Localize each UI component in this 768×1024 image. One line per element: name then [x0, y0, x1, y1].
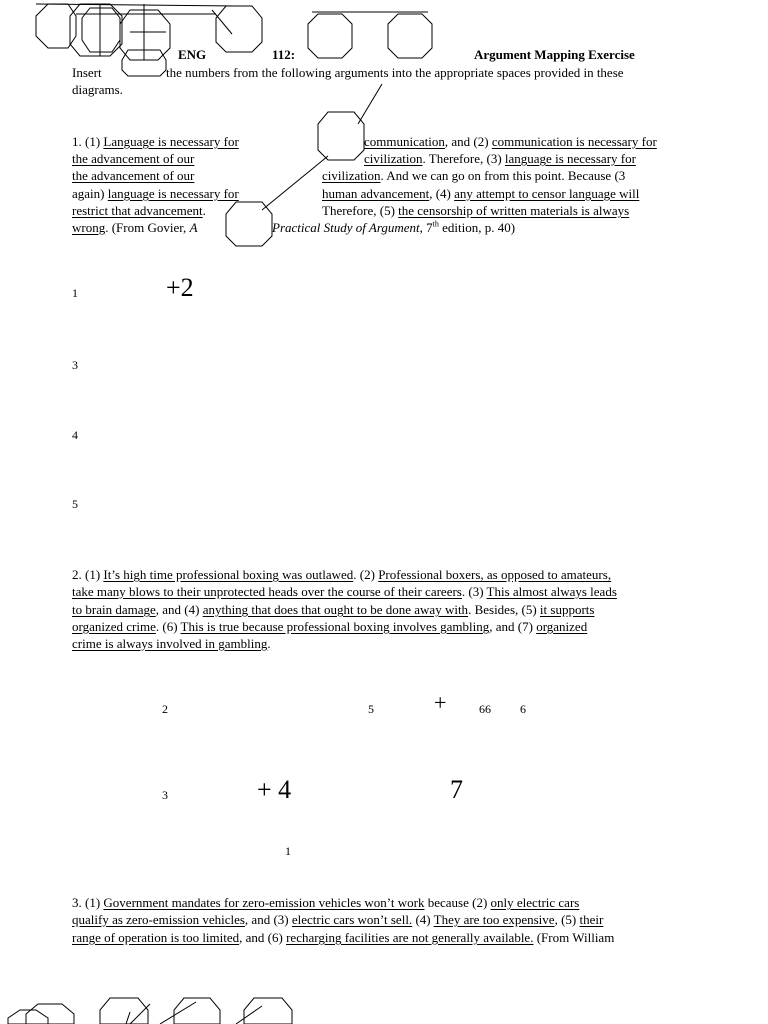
text: . (From Govier, [105, 220, 190, 235]
premise-text: communication is necessary for [491, 134, 657, 149]
text: , 7 [419, 220, 433, 235]
diagram-node: 1 [285, 844, 291, 858]
ex2-line [72, 635, 271, 652]
premise-text: range of operation is too limited [72, 930, 240, 945]
ex1-line [364, 150, 636, 167]
text: , (4) [429, 186, 455, 201]
diagram-node: 4 [72, 428, 78, 442]
text: , and (7) [489, 619, 537, 634]
ex1-line [72, 185, 239, 202]
diagram-node: 7 [450, 775, 463, 804]
premise-text: organized crime [72, 619, 156, 634]
ex1-line [72, 202, 206, 219]
ex2-line [72, 583, 617, 600]
octagon-mark [120, 10, 170, 60]
premise-text: This is true because professional boxing involves gambling [180, 619, 490, 634]
conclusion-text: the censorship of written materials is always [398, 203, 630, 218]
text: . (3) [461, 584, 487, 599]
premise-text: crime is always involved in gambling [72, 636, 268, 651]
text: . Besides, (5) [468, 602, 540, 617]
ex2-line [72, 618, 587, 635]
premise-text: human advancement [322, 186, 430, 201]
text: . (6) [155, 619, 181, 634]
ex2-line [72, 566, 611, 583]
ex3-line [72, 894, 579, 911]
premise-text: any attempt to censor language will [454, 186, 640, 201]
conclusion-text: wrong [72, 220, 106, 235]
text: . And we can go on from this point. Because (3 [380, 168, 626, 183]
diagram-node: +2 [166, 273, 194, 302]
conclusion-text: Government mandates for zero-emission vehicles won’t work [103, 895, 425, 910]
header-course: ENG [178, 47, 207, 62]
premise-text: civilization [364, 151, 423, 166]
citation-title: A [189, 220, 198, 235]
octagon-mark [226, 202, 272, 246]
text: 2. (1) [72, 567, 104, 582]
premise-text: civilization [322, 168, 381, 183]
ex1-line [322, 202, 629, 219]
ex1-line [322, 167, 625, 184]
text: 3. (1) [72, 895, 104, 910]
premise-text: recharging facilities are not generally available. [286, 930, 534, 945]
premise-text: it supports [539, 602, 595, 617]
conclusion-text: It’s high time professional boxing was outlawed [103, 567, 354, 582]
ex1-line: the advancement of our [72, 151, 195, 166]
premise-text: electric cars won’t sell. [291, 912, 413, 927]
text: again) [72, 186, 108, 201]
ex1-line [272, 219, 515, 236]
octagon-mark [318, 112, 364, 160]
ex1-line [364, 133, 657, 150]
premise-text: Language is necessary for [103, 134, 239, 149]
diagram-node: 6 [520, 702, 526, 716]
premise-text: anything that does that ought to be done away with [202, 602, 469, 617]
text: 1. (1) [72, 134, 104, 149]
octagon-mark [100, 998, 148, 1024]
diagram-node: 1 [72, 286, 78, 300]
premise-text: only electric cars [490, 895, 580, 910]
instructions-text-2: diagrams. [72, 82, 123, 97]
text: , (5) [554, 912, 580, 927]
octagon-mark [216, 6, 262, 52]
text: because (2) [424, 895, 491, 910]
instructions-text: the numbers from the following arguments into the appropriate spaces provided in these [166, 65, 624, 80]
ex2-line [72, 601, 594, 618]
instructions-word: Insert [72, 65, 102, 80]
premise-text: Professional boxers, as opposed to amateurs, [378, 567, 612, 582]
premise-text: to brain damage [72, 602, 156, 617]
text: , and (3) [244, 912, 292, 927]
diagram-node: 66 [479, 702, 491, 716]
premise-text: They are too expensive [433, 912, 555, 927]
diagram-node: 5 [72, 497, 78, 511]
text: (4) [412, 912, 434, 927]
diagram-node: 2 [162, 702, 168, 716]
ex1-line: the advancement of our [72, 168, 195, 183]
superscript: th [432, 219, 439, 229]
diagram-node: 5 [368, 702, 374, 716]
premise-text: restrict that advancement [72, 203, 203, 218]
ex3-line [72, 929, 614, 946]
text: . (2) [353, 567, 379, 582]
premise-text: take many blows to their unprotected heads over the course of their careers [72, 584, 462, 599]
ex1-line [72, 219, 198, 236]
citation-title: Practical Study of Argument [272, 220, 420, 235]
text: , and (4) [155, 602, 203, 617]
premise-text: language is necessary for [107, 186, 239, 201]
diagram-node: 3 [162, 788, 168, 802]
premise-text: This almost always leads [486, 584, 617, 599]
text: . [202, 203, 206, 218]
text: , and (2) [444, 134, 492, 149]
octagon-mark [26, 1004, 74, 1024]
diagram-node: 3 [72, 358, 78, 372]
octagon-mark [244, 998, 292, 1024]
octagon-mark [82, 8, 120, 52]
ex1-line [322, 185, 639, 202]
text: edition, p. 40) [438, 220, 516, 235]
ex1-line [72, 133, 239, 150]
premise-text: organized [536, 619, 588, 634]
premise-text: qualify as zero-emission vehicles [72, 912, 245, 927]
diagram-node: + 4 [257, 775, 292, 804]
premise-text: their [579, 912, 604, 927]
text: . Therefore, (3) [422, 151, 505, 166]
text: (From William [533, 930, 615, 945]
text: Therefore, (5) [322, 203, 399, 218]
header-course-number: 112: [272, 47, 296, 62]
text: . [267, 636, 271, 651]
text: , and (6) [239, 930, 287, 945]
premise-text: language is necessary for [504, 151, 636, 166]
premise-text: communication [364, 134, 445, 149]
diagram-plus: + [434, 690, 447, 715]
octagon-mark [388, 14, 432, 58]
ex3-line [72, 911, 603, 928]
page-title: Argument Mapping Exercise [474, 47, 635, 62]
octagon-mark [308, 14, 352, 58]
